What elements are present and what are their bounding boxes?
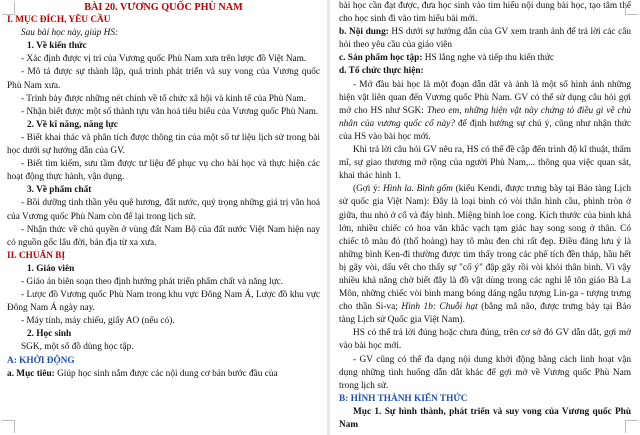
section-heading-knowledge: B: HÌNH THÀNH KIẾN THỨC	[339, 393, 468, 404]
organization-text: - Mở đầu bài học là một đoạn dẫn dắt và ảnh là một số hình ảnh những hiện vật liên quan đến Vương quốc Phù Nam. GV có thể sử dụng câu hỏi gợi mở cho HS như SGK:	[339, 79, 631, 116]
content-label: b. Nội dung:	[339, 27, 389, 38]
product-text: HS lắng nghe và tiếp thu kiến thức	[424, 53, 554, 64]
page-corner-mark	[625, 420, 638, 433]
answer-hint: Khi trả lời câu hỏi GV nêu ra, HS có thể đề cập đến trình độ kĩ thuật, thẩm mĩ, sự giao thương mở rộng của người Phù Nam,... thông qua việc quan sát, khai thác hình 1.	[339, 145, 631, 182]
lesson-title: BÀI 20. VƯƠNG QUỐC PHÙ NAM	[84, 2, 243, 13]
objective-label: a. Mục tiêu:	[7, 368, 55, 379]
teacher-tip: - GV cũng có thể đa dạng nội dung khởi động bằng cách linh hoạt vận dụng những tình huống dẫn dắt khác để gợi mở về Vương quốc Phù Nam trong lịch sử.	[339, 354, 631, 391]
heading-teacher: 1. Giáo viên	[27, 263, 75, 274]
organization-label: d. Tổ chức thực hiện:	[339, 66, 424, 77]
objective-continued: bài học cần đạt được, đưa học sinh vào tìm hiểu nội dung bài học, tạo tâm thế cho học sinh đi vào tìm hiểu bài mới.	[339, 1, 631, 25]
heading-knowledge: 1. Về kiến thức	[27, 41, 87, 52]
intro-text: Sau bài học này, giúp HS:	[21, 28, 119, 39]
section-heading-purpose: I. MỤC ĐÍCH, YÊU CẦU	[7, 15, 111, 26]
quality-item: - Bồi dưỡng tinh thần yêu quê hương, đất nước, quý trọng những giá trị văn hoá của Vương quốc Phù Nam còn để lại trong lịch sử.	[7, 198, 320, 222]
content-text: HS dưới sự hướng dẫn của GV xem tranh ảnh để trả lời các câu hỏi theo yêu cầu của giáo viên	[339, 27, 631, 51]
page-corner-mark	[2, 420, 15, 433]
teacher-item: - Máy tính, máy chiếu, giấy AO (nếu có).	[21, 316, 175, 327]
right-page	[330, 0, 640, 435]
student-item: SGK, một số đồ dùng học tập.	[21, 342, 134, 353]
figure-caption: Hình la. Bình gốm	[383, 184, 453, 195]
skill-item: - Biết tìm kiếm, sưu tầm được tư liệu để phục vụ cho bài học và thực hiện các hoạt động thực hành, vận dụng.	[7, 159, 320, 183]
knowledge-item: - Mô tả được sự thành lập, quá trình phát triển và suy vong của Vương quốc Phù Nam xưa.	[7, 67, 320, 91]
teacher-item: - Lược đồ Vương quốc Phù Nam trong khu vực Đông Nam Á, Lược đồ khu vực Đông Nam Á ngày nay.	[7, 290, 320, 314]
heading-skills: 2. Về kĩ năng, năng lực	[27, 119, 118, 130]
suggestion-text: (bằng mã não, được trưng bày tại Bảo tàng Lịch sử Quốc gia Việt Nam).	[339, 302, 632, 326]
knowledge-item: - Xác định được vị trí của Vương quốc Phù Nam xưa trên lược đồ Việt Nam.	[21, 54, 307, 65]
suggestion-text: (kiểu Kendi, được trưng bày tại Bảo tàng Lịch sử quốc gia Việt Nam): Đây là loại bình có vòi thân hình cầu, phình tròn ở giữa, thu nhỏ ở cổ và đáy bình. Miệng bình loe cong. Kích thước của bình khá lớn, nhiều chiếc có hoa văn khắc vạch tạm giác hay song song ở thân. Có chiếc tô màu đỏ (thổ hoàng) hay tô màu đen chì rất đẹp. Điều đáng lưu ý là những bình Ken-đi thường được tìm thấy trong các phế tích đền tháp, hầu hết bị gãy vòi, dấu vết cho thấy sự "cố ý" đập gãy rồi vòi khỏi thân bình. Vì vậy nhiều khả năng chờ biết đây là đồ vật dùng trong các nghi lễ tôn giáo Bà La Môn, những chiếc vòi bình mang bóng dáng ngẫu tượng Lin-ga - tượng trưng cho thần Si-va;	[339, 184, 632, 313]
page-corner-mark	[625, 2, 638, 15]
product-label: c. Sản phẩm học tập:	[339, 53, 423, 64]
guiding-question: Theo em, những hiện vật này chứng tỏ điều gì về chủ nhân của vương quốc cổ này?	[339, 105, 631, 129]
heading-student: 2. Học sinh	[27, 329, 72, 340]
answer-hint: HS có thể trả lời đúng hoặc chưa đúng, trên cơ sở đó GV dẫn dắt, gợi mở vào bài học mới.	[339, 328, 631, 352]
organization-text: để định hướng sự chú ý, cũng như nhận thức của HS vào bài học mới.	[339, 118, 632, 142]
page-corner-mark	[2, 2, 15, 15]
objective-text: Giúp học sinh nắm được các nội dung cơ bản bước đầu của	[57, 368, 278, 379]
knowledge-item: - Nhận biết được một số thành tựu văn hoá tiêu biểu của Vương quốc Phù Nam.	[21, 106, 319, 117]
heading-qualities: 3. Về phẩm chất	[27, 185, 92, 196]
skill-item: - Biết khai thác và phân tích được thông tin của một số tư liệu lịch sử trong bài học dưới sự hướng dẫn của GV.	[7, 132, 320, 157]
suggestion-text: (Gợi ý:	[353, 184, 381, 195]
figure-caption: Hình 1b: Chuỗi hạt	[401, 302, 478, 313]
teacher-item: - Giáo án biên soạn theo định hướng phát triển phẩm chất và năng lực.	[21, 276, 284, 287]
subsection-heading: Mục 1. Sự hình thành, phát triển và suy vong của Vương quốc Phù Nam	[339, 406, 631, 430]
section-heading-preparation: II. CHUẨN BỊ	[7, 250, 66, 261]
knowledge-item: - Trình bày được những nét chính về tổ chức xã hội và kinh tế của Phù Nam.	[21, 93, 306, 104]
quality-item: - Nhận thức về chủ quyền ở vùng đất Nam Bộ của đất nước Việt Nam hiện nay có nguồn gốc lâu đời, bản địa từ xa xưa.	[7, 224, 320, 248]
section-heading-warmup: A: KHỞI ĐỘNG	[7, 355, 75, 366]
